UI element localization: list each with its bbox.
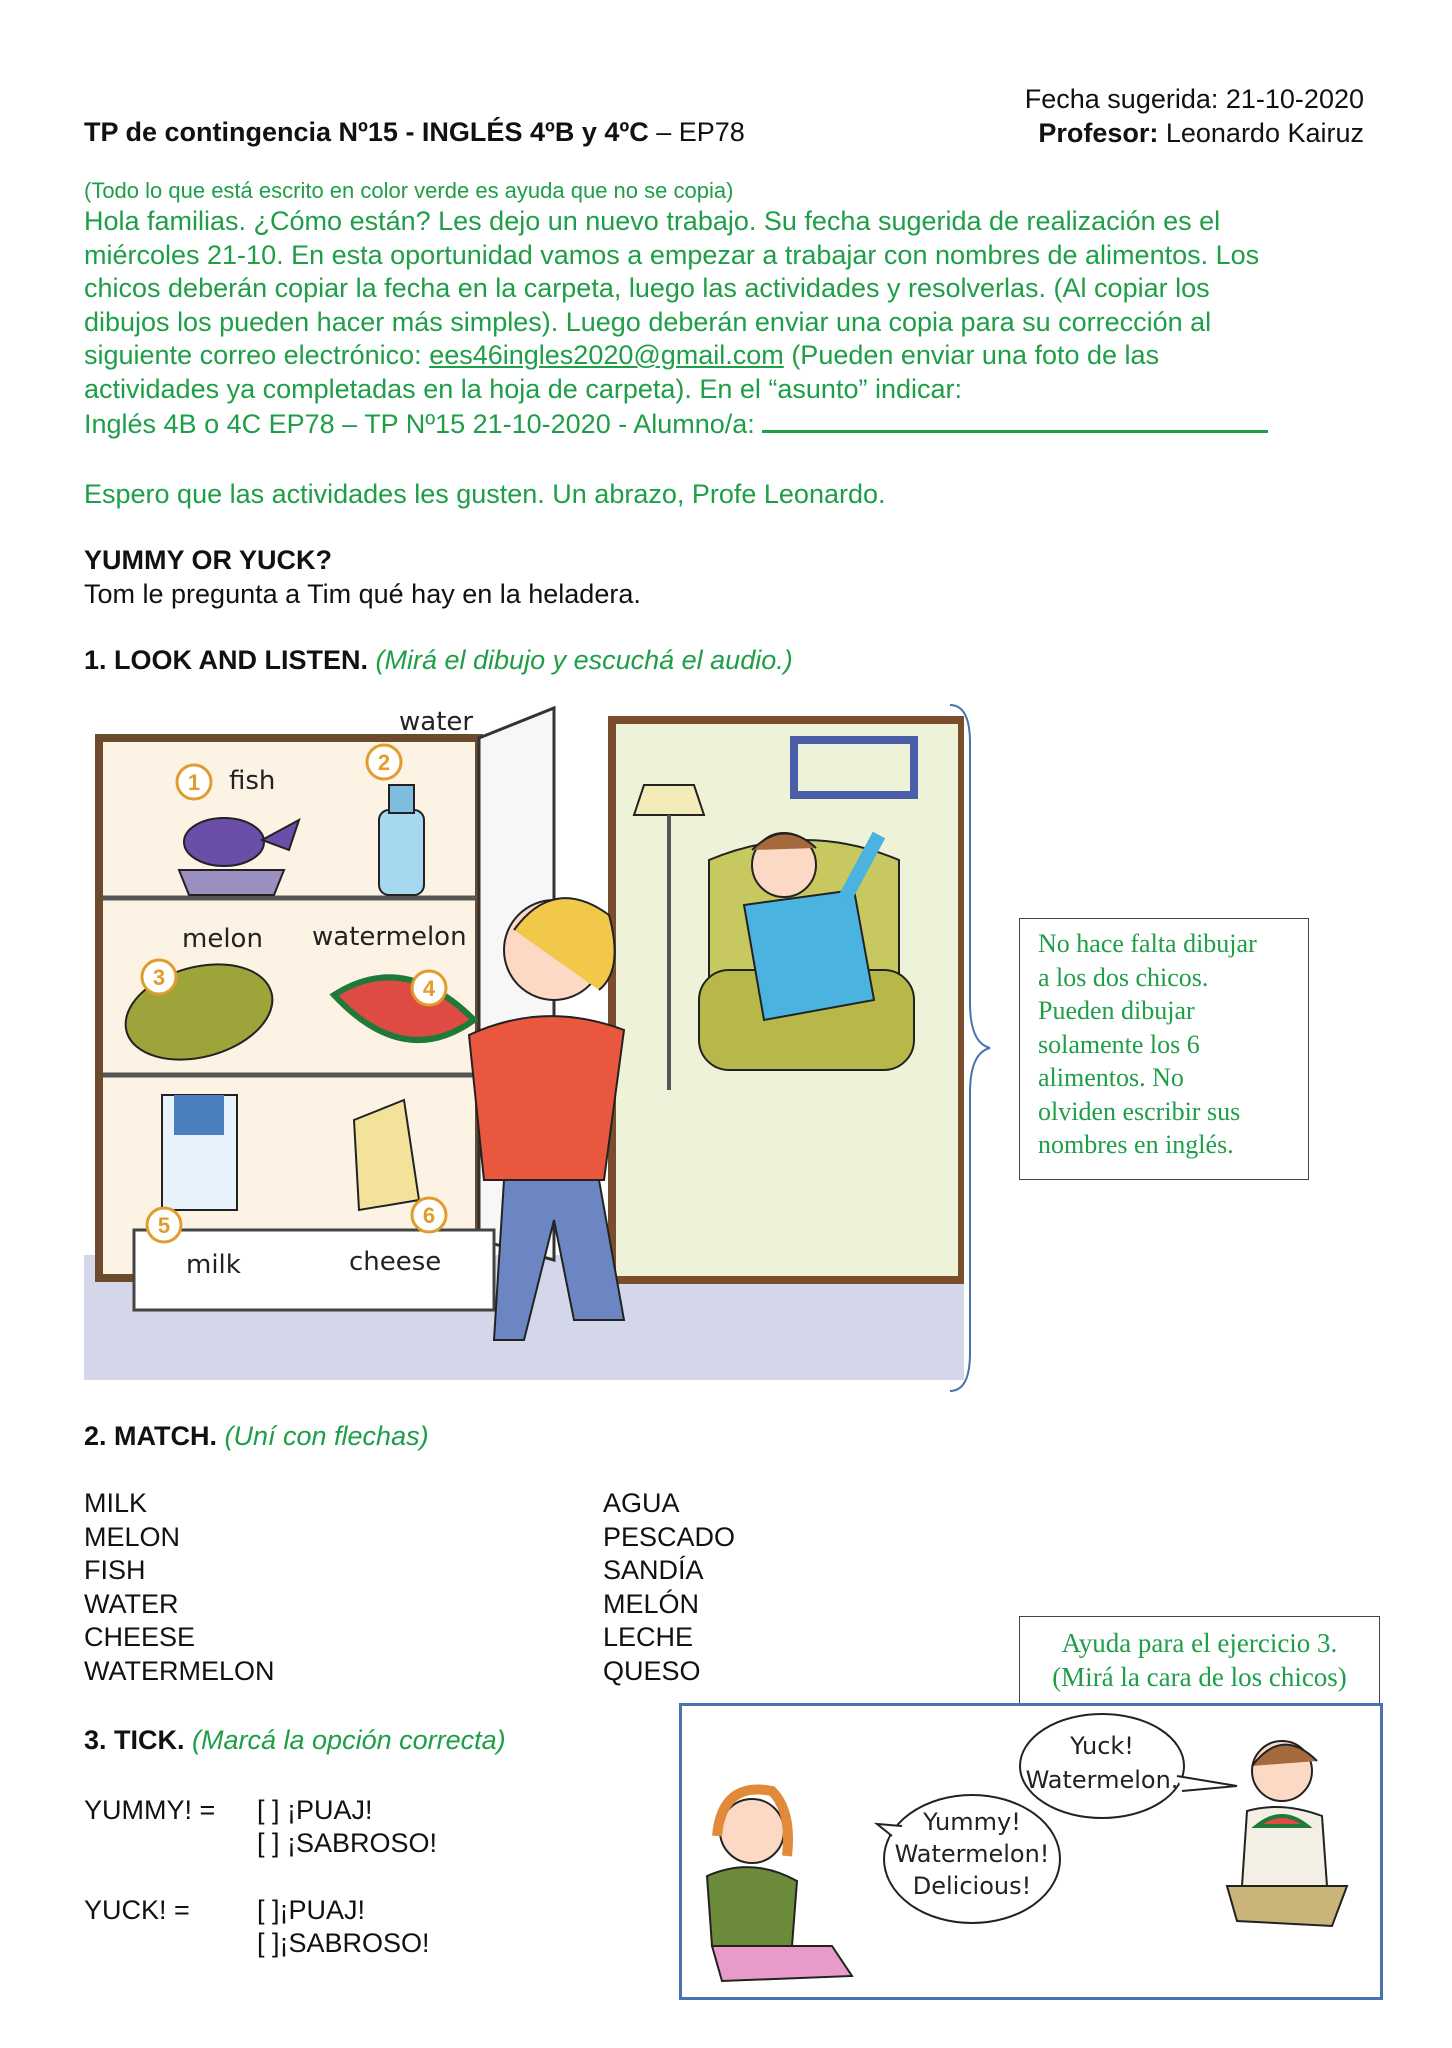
title-bold: TP de contingencia Nº15 - INGLÉS 4ºB y 4ºC xyxy=(84,117,649,147)
food-label: watermelon xyxy=(312,922,467,952)
suggested-date: Fecha sugerida: 21-10-2020 xyxy=(1024,84,1364,114)
help-line: (Mirá la cara de los chicos) xyxy=(1052,1662,1347,1692)
note-line: solamente los 6 xyxy=(1038,1029,1200,1059)
english-word-list xyxy=(84,1487,275,1689)
english-word[interactable]: WATER xyxy=(84,1588,179,1619)
ex2-title: 2. MATCH. xyxy=(84,1421,217,1451)
girl-top xyxy=(707,1867,797,1946)
teacher-label: Profesor: xyxy=(1038,118,1159,148)
yuck-label: YUCK! = xyxy=(84,1895,190,1925)
intro-line: chicos deberán copiar la fecha en la carpeta, luego las actividades y resolverlas. (Al copiar los xyxy=(84,273,1210,303)
ex3-help-box xyxy=(1019,1616,1380,1704)
ex3-heading xyxy=(84,1723,506,1757)
tick-option[interactable]: [ ] ¡SABROSO! xyxy=(257,1828,438,1858)
bubble-tail xyxy=(1177,1776,1237,1791)
subject-text: Inglés 4B o 4C EP78 – TP Nº15 21-10-2020 - Alumno/a: xyxy=(84,409,763,439)
note-line: a los dos chicos. xyxy=(1038,962,1209,992)
email-suffix: (Pueden enviar una foto de las xyxy=(783,340,1160,370)
note-line: alimentos. No xyxy=(1038,1063,1184,1092)
intro-line: actividades ya completadas en la hoja de carpeta). En el “asunto” indicar: xyxy=(84,373,963,404)
food-label: fish xyxy=(229,766,276,796)
header-meta xyxy=(1025,82,1364,150)
english-word[interactable]: MILK xyxy=(84,1488,148,1518)
section-subtitle: Tom le pregunta a Tim qué hay en la heladera. xyxy=(84,579,641,609)
badge-num: 6 xyxy=(422,1203,436,1228)
food-label: melon xyxy=(182,924,263,954)
ex1-hint: (Mirá el dibujo y escuchá el audio.) xyxy=(368,645,793,675)
tick-option[interactable]: [ ]¡SABROSO! xyxy=(257,1928,430,1958)
fish-icon xyxy=(184,818,264,866)
spanish-word[interactable]: QUESO xyxy=(603,1655,701,1686)
intro-line: dibujos los pueden hacer más simples). Luego deberán enviar una copia para su corrección al xyxy=(84,306,1212,337)
intro-line: miércoles 21-10. En esta oportunidad vamos a empezar a trabajar con nombres de alimentos. Los xyxy=(84,239,1260,270)
help-line: Ayuda para el ejercicio 3. xyxy=(1061,1628,1338,1658)
note-line: olviden escribir sus xyxy=(1038,1096,1241,1126)
fish-bowl xyxy=(179,870,284,895)
lamp-shade xyxy=(634,785,704,815)
yummy-label: YUMMY! = xyxy=(84,1795,216,1825)
spanish-word[interactable]: PESCADO xyxy=(603,1521,736,1552)
ex3-title: 3. TICK. xyxy=(84,1725,185,1755)
badge-num: 1 xyxy=(187,770,201,795)
badge-num: 3 xyxy=(152,965,166,990)
email-prefix: siguiente correo electrónico: xyxy=(84,340,430,370)
spanish-word-list xyxy=(603,1487,735,1689)
intro-paragraph xyxy=(84,205,1384,442)
note-line: Pueden dibujar xyxy=(1038,996,1195,1025)
badge-num: 2 xyxy=(377,750,391,775)
badge-num: 5 xyxy=(157,1213,171,1238)
water-bottle-icon xyxy=(379,810,424,895)
bubble-text: Watermelon. xyxy=(1025,1766,1179,1794)
food-label: cheese xyxy=(349,1247,442,1277)
ex1-title: 1. LOOK AND LISTEN. xyxy=(84,645,369,675)
email-link[interactable]: ees46ingles2020@gmail.com xyxy=(429,340,784,370)
ex3-hint: (Marcá la opción correcta) xyxy=(184,1725,506,1755)
note-line: No hace falta dibujar xyxy=(1038,929,1257,958)
section-title: YUMMY OR YUCK? xyxy=(84,545,333,575)
title-rest: – EP78 xyxy=(648,117,745,147)
curly-brace xyxy=(945,703,1015,1393)
green-note: (Todo lo que está escrito en color verde es ayuda que no se copia) xyxy=(84,178,734,203)
kids-illustration-frame xyxy=(679,1703,1383,2000)
spanish-word[interactable]: SANDÍA xyxy=(603,1555,704,1586)
milk-label xyxy=(174,1095,224,1135)
bubble-text: Watermelon! xyxy=(894,1840,1050,1868)
girl-trousers xyxy=(712,1946,852,1981)
food-label: water xyxy=(399,707,474,737)
tick-option[interactable]: [ ]¡PUAJ! xyxy=(257,1895,366,1925)
bubble-text: Yuck! xyxy=(1070,1732,1134,1760)
teacher-name: Leonardo Kairuz xyxy=(1158,118,1364,148)
worksheet-title xyxy=(84,117,745,148)
english-word[interactable]: WATERMELON xyxy=(84,1655,275,1686)
bubble-text: Delicious! xyxy=(912,1872,1032,1900)
food-label: milk xyxy=(186,1250,241,1280)
ex1-heading xyxy=(84,643,793,677)
teacher-line xyxy=(1025,116,1364,150)
english-word[interactable]: MELON xyxy=(84,1521,181,1552)
closing-message: Espero que las actividades les gusten. Un abrazo, Profe Leonardo. xyxy=(84,479,886,509)
name-blank xyxy=(762,406,1268,433)
picture-frame xyxy=(794,740,914,795)
english-word[interactable]: FISH xyxy=(84,1555,146,1586)
badge-num: 4 xyxy=(422,976,436,1001)
kids-illustration xyxy=(682,1706,1380,1997)
ex2-hint: (Uní con flechas) xyxy=(217,1421,429,1451)
fridge-illustration xyxy=(84,700,964,1380)
english-word[interactable]: CHEESE xyxy=(84,1622,196,1653)
intro-line: Hola familias. ¿Cómo están? Les dejo un nuevo trabajo. Su fecha sugerida de realización es el xyxy=(84,206,1221,236)
bubble-text: Yummy! xyxy=(923,1808,1021,1836)
spanish-word[interactable]: AGUA xyxy=(603,1488,680,1518)
subject-line xyxy=(84,406,1384,442)
spanish-word[interactable]: MELÓN xyxy=(603,1588,700,1619)
bottle-cap xyxy=(389,785,414,813)
spanish-word[interactable]: LECHE xyxy=(603,1622,694,1653)
tim-shirt xyxy=(744,890,874,1020)
boy-legs xyxy=(1227,1886,1347,1926)
drawing-note-box xyxy=(1019,918,1309,1180)
tick-option[interactable]: [ ] ¡PUAJ! xyxy=(257,1795,373,1825)
tom-shirt xyxy=(469,1016,624,1180)
intro-line xyxy=(84,339,1384,373)
ex2-heading xyxy=(84,1419,429,1453)
note-line: nombres en inglés. xyxy=(1038,1130,1234,1159)
